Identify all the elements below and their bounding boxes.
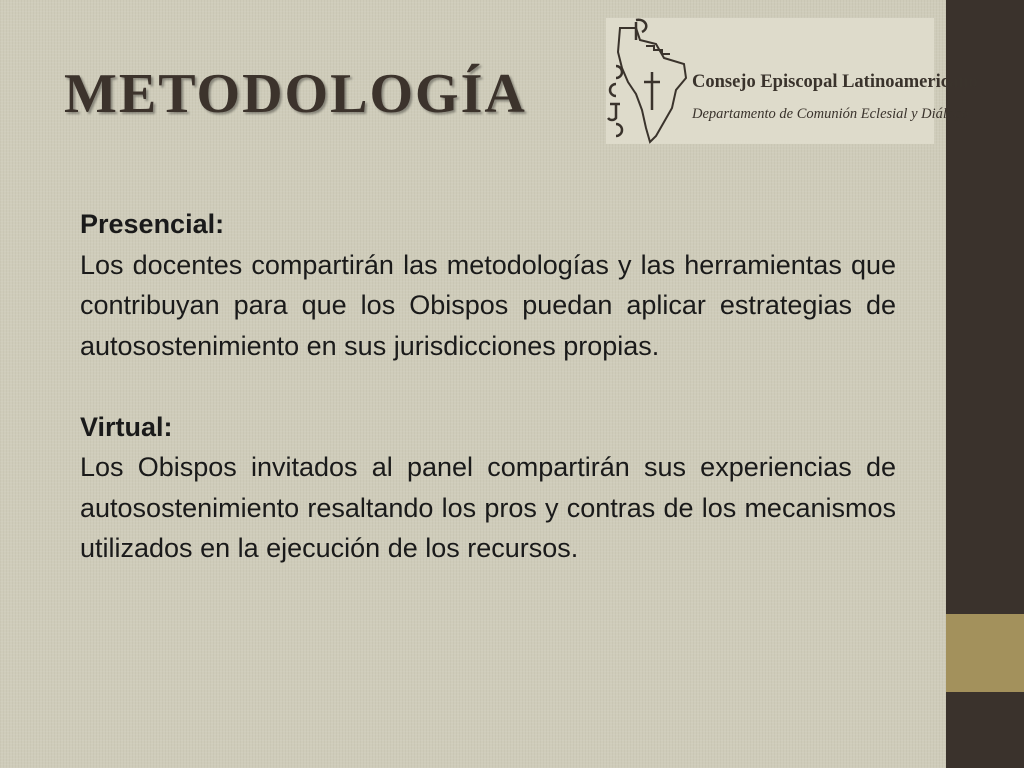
logo-organization-name: Consejo Episcopal Latinoamericano xyxy=(692,72,978,92)
section-heading-virtual: Virtual: xyxy=(80,411,173,442)
sidebar-accent-block xyxy=(946,614,1024,692)
section-heading-presencial: Presencial: xyxy=(80,209,225,239)
logo-department-name: Departamento de Comunión Eclesial y Diálogo xyxy=(692,106,969,122)
cej-cross-logo-icon xyxy=(606,18,692,144)
section-body-virtual: Los Obispos invitados al panel compartirán sus experiencias de autosostenimiento resaltando los pros y contras de los mecanismos utilizados en la ejecución de los recursos. xyxy=(80,452,896,563)
slide-title: METODOLOGÍA xyxy=(64,63,527,125)
section-spacer xyxy=(80,366,896,407)
celam-logo xyxy=(606,18,978,144)
section-body-presencial: Los docentes compartirán las metodologías y las herramientas que contribuyan para que los Obispos puedan aplicar estrategias de autosostenimiento en sus jurisdicciones propias. xyxy=(80,249,896,361)
slide-body xyxy=(80,204,896,569)
